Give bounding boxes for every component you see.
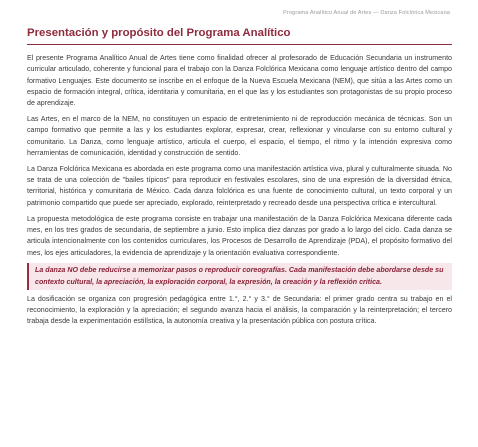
paragraph-metodologia: La propuesta metodológica de este programa consiste en trabajar una manifestación de la Danza Folclórica Mexicana diferente cada mes, en los tres grados de secundaria, de septiembre a junio. Esto implica diez danzas por grado a lo largo del ciclo. Cada danza se articula intencionalmente con los contenidos curriculares, los Procesos de Desarrollo de Aprendizaje (PDA), el propósito formativo del mes, los ejes articuladores, la evidencia de aprendizaje y la orientación evaluativa correspondiente.	[27, 214, 452, 257]
page-title: Presentación y propósito del Programa Analítico	[27, 27, 452, 45]
paragraph-dosificacion: La dosificación se organiza con progresión pedagógica entre 1.°, 2.° y 3.° de Secundaria: el primer grado centra su trabajo en el reconocimiento, la exploración y la apreciación; el segundo avanza hacia el análisis, la comparación y la reinterpretación; el tercero trabaja desde la experimentación estilística, la autonomía creativa y la presentación pública con postura crítica.	[27, 294, 452, 326]
paragraph-danza-folclorica: La Danza Folclórica Mexicana es abordada en este programa como una manifestación artística viva, plural y culturalmente situada. No se trata de una colección de "bailes típicos" para reproducir en festivales escolares, sino de una expresión de la diversidad étnica, territorial, histórica y comunitaria de México. Cada danza folclórica es una fuente de conocimiento cultural, un texto corporal y un patrimonio compartido que puede ser apreciado, explorado, reinterpretado y recreado desde una perspectiva crítica e intercultural.	[27, 164, 452, 207]
paragraph-artes-nem: Las Artes, en el marco de la NEM, no constituyen un espacio de entretenimiento ni de reproducción mecánica de técnicas. Son un campo formativo que permite a las y los estudiantes explorar, expresar, crear, reflexionar y vincularse con su entorno cultural y comunitario. La Danza, como lenguaje artístico, articula el cuerpo, el espacio, el tiempo, el ritmo y la intención expresiva como herramientas de comunicación, identidad y construcción de sentido.	[27, 115, 452, 157]
callout-note: La danza NO debe reducirse a memorizar pasos o reproducir coreografías. Cada manifestación debe abordarse desde su contexto cultural, la apreciación, la exploración corporal, la expresión, la creación y la reflexión crítica.	[27, 263, 452, 289]
running-header: Programa Analítico Anual de Artes — Danza Folclórica Mexicana	[283, 10, 450, 16]
document-body	[27, 53, 452, 332]
paragraph-intro: El presente Programa Analítico Anual de Artes tiene como finalidad ofrecer al profesorado de Educación Secundaria un instrumento curricular articulado, coherente y funcional para el trabajo con la Danza Folclórica Mexicana como lenguaje artístico dentro del campo formativo Lenguajes. Este documento se inscribe en el enfoque de la Nueva Escuela Mexicana (NEM), que sitúa a las Artes como un espacio de formación integral, crítica, identitaria y comunitaria, en el que las y los estudiantes son protagonistas de su propio proceso de aprendizaje.	[27, 54, 452, 108]
